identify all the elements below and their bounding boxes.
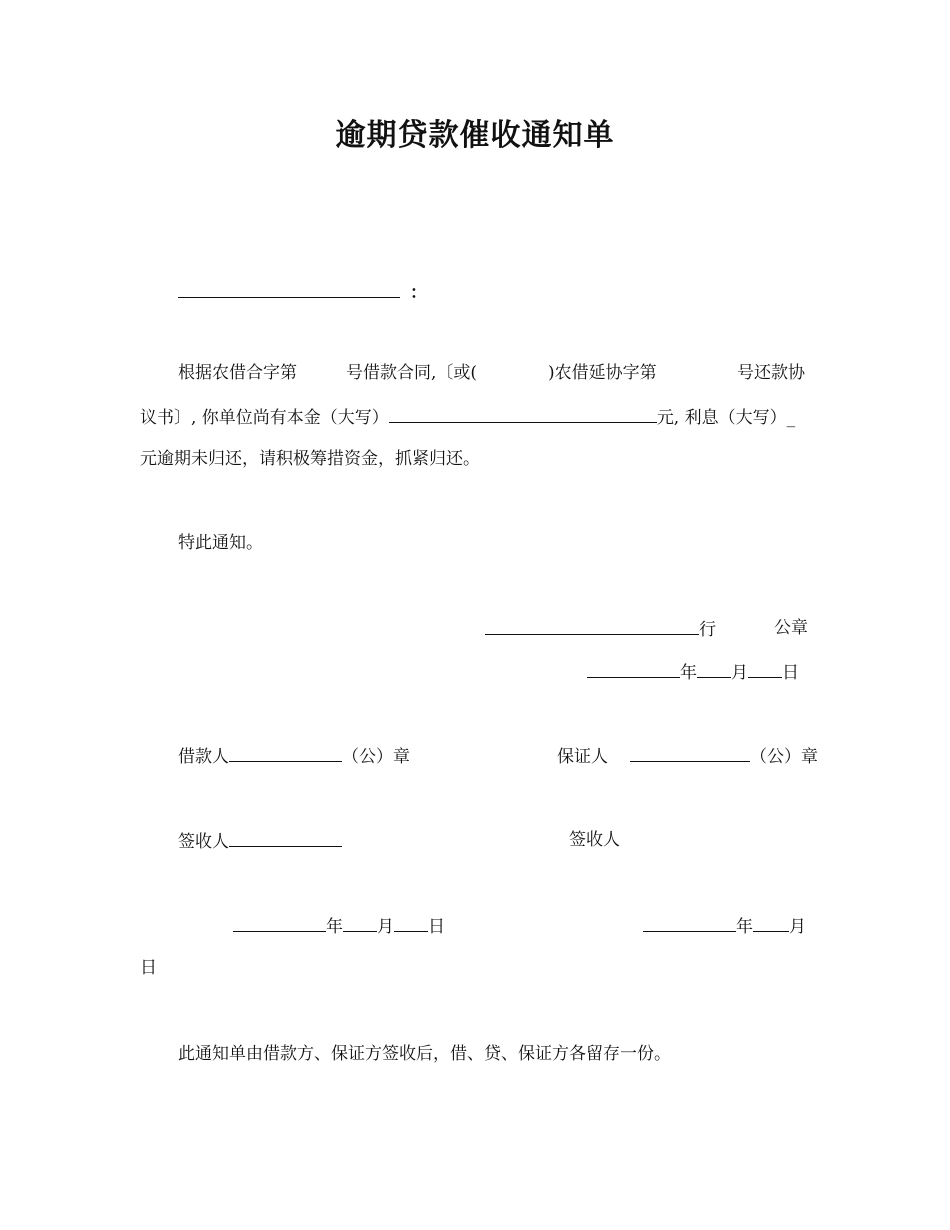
body-text: 元, 利息（大写）_: [656, 408, 796, 428]
day-blank[interactable]: [748, 659, 782, 678]
receiver-left-blank[interactable]: [229, 828, 342, 847]
receiver-left-label: 签收人: [178, 832, 229, 852]
year-label: 年: [326, 917, 343, 937]
body-text: 号借款合同,〔或(: [346, 363, 478, 383]
page-title: 逾期贷款催收通知单: [335, 118, 615, 153]
month-label: 月: [731, 663, 748, 683]
month-blank[interactable]: [343, 913, 377, 932]
receiver-right-day-label: 日: [140, 958, 157, 978]
month-label: 月: [789, 917, 806, 937]
receiver-right-label: 签收人: [569, 830, 620, 850]
bank-seal-line: [485, 616, 716, 642]
footer-note: 此通知单由借款方、保证方签收后，借、贷、保证方各留存一份。: [178, 1044, 671, 1064]
guarantor-line: [557, 743, 818, 769]
receiver-right-date: [643, 913, 806, 939]
year-blank[interactable]: [643, 913, 736, 932]
salutation: [178, 279, 427, 305]
body-text: 号还款协: [737, 363, 805, 383]
borrower-blank[interactable]: [229, 743, 342, 762]
body-line-1-b: [346, 361, 477, 385]
guarantor-label: 保证人: [557, 747, 608, 767]
month-blank[interactable]: [753, 913, 789, 932]
borrower-line: [178, 743, 410, 769]
body-text: 根据农借合字第: [178, 363, 297, 383]
body-line-1-c: [548, 361, 657, 385]
notice-text: 特此通知。: [178, 533, 263, 553]
year-blank[interactable]: [587, 659, 680, 678]
body-text: 议书〕, 你单位尚有本金（大写）: [140, 408, 389, 428]
body-line-1: [178, 361, 297, 385]
day-label: 日: [428, 917, 445, 937]
bank-date: [587, 659, 799, 685]
bank-seal-label: 公章: [774, 618, 808, 638]
receiver-left-date: [233, 913, 445, 939]
body-line-3: 元逾期未归还，请积极筹措资金，抓紧归还。: [140, 449, 480, 469]
bank-suffix: 行: [699, 620, 716, 640]
guarantor-seal-label: （公）章: [750, 747, 818, 767]
month-blank[interactable]: [697, 659, 731, 678]
addressee-blank[interactable]: [178, 279, 400, 298]
month-label: 月: [377, 917, 394, 937]
guarantor-blank[interactable]: [630, 743, 750, 762]
bank-name-blank[interactable]: [485, 616, 699, 635]
day-blank[interactable]: [394, 913, 428, 932]
year-label: 年: [680, 663, 697, 683]
body-line-2: [140, 404, 795, 430]
body-text: )农借延协字第: [548, 363, 657, 383]
body-line-1-d: [737, 361, 805, 385]
day-label: 日: [782, 663, 799, 683]
receiver-left-line: [178, 828, 342, 854]
year-label: 年: [736, 917, 753, 937]
year-blank[interactable]: [233, 913, 326, 932]
borrower-seal-label: （公）章: [342, 747, 410, 767]
salutation-colon: ：: [410, 283, 427, 303]
borrower-label: 借款人: [178, 747, 229, 767]
principal-blank[interactable]: [389, 404, 657, 423]
